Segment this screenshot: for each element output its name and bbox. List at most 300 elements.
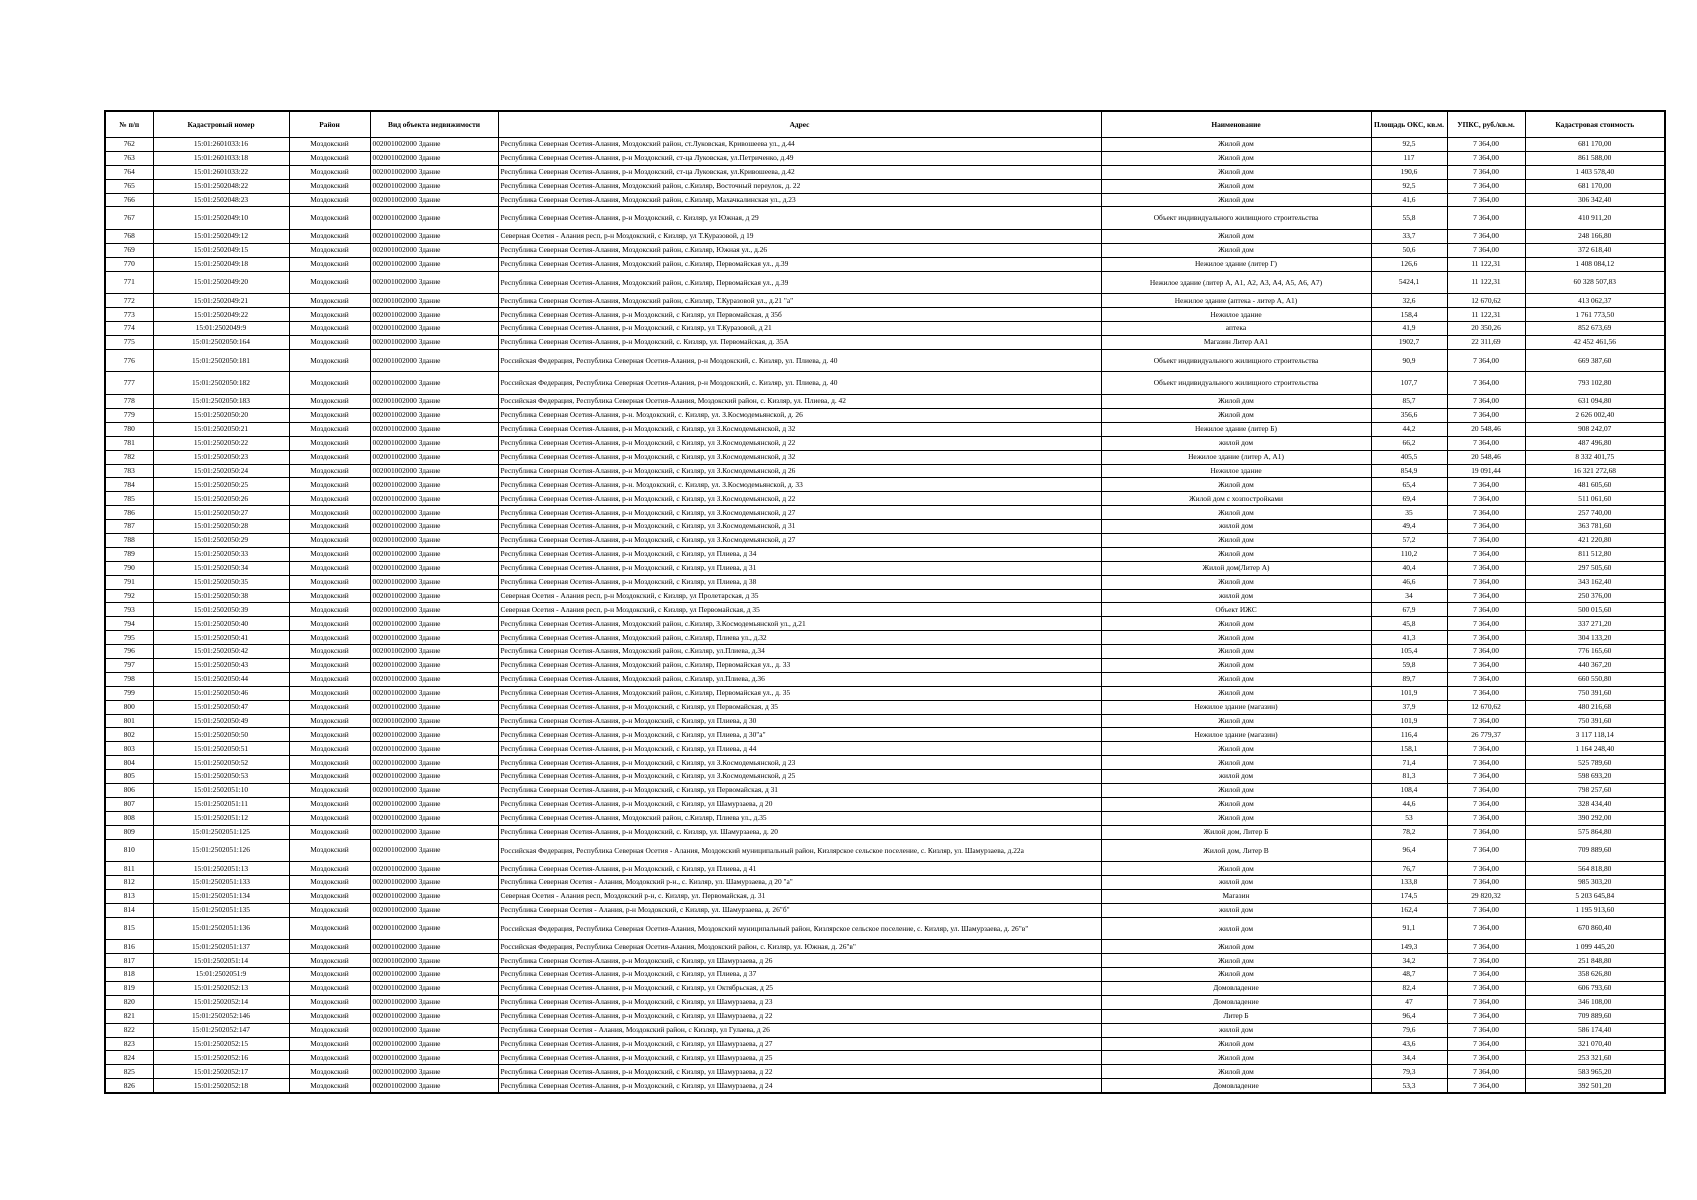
table-row: [105, 995, 1665, 1009]
table-row: [105, 1023, 1665, 1037]
cell-district: Моздокский: [289, 547, 370, 561]
cell-district: Моздокский: [289, 1037, 370, 1051]
cell-cadastral-value: 487 496,80: [1525, 436, 1665, 450]
table-row: [105, 207, 1665, 230]
cell-cadastral-number: 15:01:2502050:164: [153, 335, 289, 349]
cell-cadastral-value: 681 170,00: [1525, 179, 1665, 193]
cell-cadastral-value: 631 094,80: [1525, 395, 1665, 409]
cell-name: Жилой дом: [1101, 506, 1371, 520]
cell-upks: 7 364,00: [1447, 981, 1525, 995]
cell-address: Республика Северная Осетия - Алания, р-н Моздокский, с Кизляр, ул. Шамурзаева, д. 26"б": [498, 903, 1101, 917]
cell-district: Моздокский: [289, 784, 370, 798]
table-row: [105, 478, 1665, 492]
cell-number: 821: [105, 1009, 153, 1023]
cell-upks: 7 364,00: [1447, 770, 1525, 784]
cell-cadastral-number: 15:01:2502050:20: [153, 408, 289, 422]
cell-address: Республика Северная Осетия-Алания, р-н Моздокский, с Кизляр, ул Плиева, д 44: [498, 742, 1101, 756]
cell-cadastral-value: 253 321,60: [1525, 1051, 1665, 1065]
cell-address: Республика Северная Осетия-Алания, р-н Моздокский, с Кизляр, ул Плиева, д 30"а": [498, 728, 1101, 742]
cell-cadastral-number: 15:01:2502050:43: [153, 658, 289, 672]
cell-area: 33,7: [1371, 230, 1447, 244]
cell-area: 44,6: [1371, 797, 1447, 811]
table-row: [105, 756, 1665, 770]
cell-district: Моздокский: [289, 700, 370, 714]
cell-cadastral-value: 670 860,40: [1525, 917, 1665, 940]
cell-address: Республика Северная Осетия-Алания, р-н Моздокский, с Кизляр, ул Плиева, д 37: [498, 968, 1101, 982]
cell-district: Моздокский: [289, 603, 370, 617]
cell-district: Моздокский: [289, 589, 370, 603]
cell-cadastral-value: 985 303,20: [1525, 876, 1665, 890]
cell-number: 804: [105, 756, 153, 770]
cell-area: 89,7: [1371, 672, 1447, 686]
cell-cadastral-number: 15:01:2502050:46: [153, 686, 289, 700]
cell-number: 812: [105, 876, 153, 890]
cell-area: 43,6: [1371, 1037, 1447, 1051]
cell-area: 107,7: [1371, 372, 1447, 395]
table-row: [105, 686, 1665, 700]
cell-area: 96,4: [1371, 839, 1447, 862]
cell-cadastral-number: 15:01:2502050:50: [153, 728, 289, 742]
cell-name: Жилой дом: [1101, 645, 1371, 659]
cell-district: Моздокский: [289, 770, 370, 784]
cell-cadastral-number: 15:01:2601033:18: [153, 151, 289, 165]
cell-object-type: 002001002000 Здание: [370, 995, 498, 1009]
cell-name: Жилой дом: [1101, 631, 1371, 645]
cell-name: Домовладение: [1101, 995, 1371, 1009]
cell-address: Республика Северная Осетия-Алания, Моздокский район, с.Кизляр, ул.Плиева, д.34: [498, 645, 1101, 659]
cell-area: 46,6: [1371, 575, 1447, 589]
cell-cadastral-number: 15:01:2502050:28: [153, 520, 289, 534]
cell-district: Моздокский: [289, 294, 370, 308]
cell-number: 764: [105, 165, 153, 179]
cell-area: 405,5: [1371, 450, 1447, 464]
cell-area: 81,3: [1371, 770, 1447, 784]
cell-number: 817: [105, 954, 153, 968]
cell-address: Республика Северная Осетия-Алания, Моздокский район, с.Кизляр, Плиева ул., д.32: [498, 631, 1101, 645]
cell-cadastral-value: 251 848,80: [1525, 954, 1665, 968]
cell-upks: 7 364,00: [1447, 954, 1525, 968]
cell-address: Республика Северная Осетия-Алания, Моздокский район, с.Кизляр, Первомайская ул., д.39: [498, 271, 1101, 294]
cell-name: Жилой дом: [1101, 797, 1371, 811]
cell-number: 806: [105, 784, 153, 798]
cell-object-type: 002001002000 Здание: [370, 492, 498, 506]
cell-name: Жилой дом: [1101, 575, 1371, 589]
cell-upks: 7 364,00: [1447, 862, 1525, 876]
cell-cadastral-value: 337 271,20: [1525, 617, 1665, 631]
cell-number: 800: [105, 700, 153, 714]
cell-upks: 7 364,00: [1447, 839, 1525, 862]
cell-upks: 7 364,00: [1447, 589, 1525, 603]
table-row: [105, 138, 1665, 152]
cell-name: Объект индивидуального жилищного строительства: [1101, 349, 1371, 372]
cell-area: 44,2: [1371, 422, 1447, 436]
cell-address: Республика Северная Осетия-Алания, Моздокский район, с.Кизляр, Южная ул., д.26: [498, 243, 1101, 257]
cell-number: 810: [105, 839, 153, 862]
cell-object-type: 002001002000 Здание: [370, 372, 498, 395]
cell-area: 53: [1371, 811, 1447, 825]
cell-number: 763: [105, 151, 153, 165]
cell-district: Моздокский: [289, 450, 370, 464]
cell-object-type: 002001002000 Здание: [370, 1079, 498, 1093]
cell-number: 823: [105, 1037, 153, 1051]
table-row: [105, 294, 1665, 308]
cell-cadastral-number: 15:01:2502050:41: [153, 631, 289, 645]
cell-object-type: 002001002000 Здание: [370, 349, 498, 372]
cell-object-type: 002001002000 Здание: [370, 617, 498, 631]
cell-upks: 7 364,00: [1447, 207, 1525, 230]
cell-upks: 12 670,62: [1447, 294, 1525, 308]
cell-cadastral-value: 481 605,60: [1525, 478, 1665, 492]
cell-address: Республика Северная Осетия-Алания, р-н Моздокский, с Кизляр, ул Шамурзаева, д 22: [498, 1065, 1101, 1079]
table-row: [105, 903, 1665, 917]
cell-cadastral-value: 297 505,60: [1525, 561, 1665, 575]
cell-object-type: 002001002000 Здание: [370, 575, 498, 589]
cell-number: 825: [105, 1065, 153, 1079]
table-row: [105, 940, 1665, 954]
cell-district: Моздокский: [289, 271, 370, 294]
cell-cadastral-value: 575 864,80: [1525, 825, 1665, 839]
cell-cadastral-number: 15:01:2502050:51: [153, 742, 289, 756]
header-object-type: Вид объекта недвижимости: [370, 111, 498, 138]
cell-district: Моздокский: [289, 478, 370, 492]
cell-upks: 11 122,31: [1447, 308, 1525, 322]
table-row: [105, 271, 1665, 294]
cell-cadastral-number: 15:01:2502050:39: [153, 603, 289, 617]
table-row: [105, 672, 1665, 686]
cell-cadastral-value: 346 108,00: [1525, 995, 1665, 1009]
table-row: [105, 645, 1665, 659]
cell-object-type: 002001002000 Здание: [370, 138, 498, 152]
cell-district: Моздокский: [289, 561, 370, 575]
cell-cadastral-number: 15:01:2502050:44: [153, 672, 289, 686]
cell-upks: 7 364,00: [1447, 151, 1525, 165]
cell-address: Республика Северная Осетия-Алания, Моздокский район, ст.Луковская, Кривошеева ул., д.44: [498, 138, 1101, 152]
cell-cadastral-value: 372 618,40: [1525, 243, 1665, 257]
cell-cadastral-number: 15:01:2502048:22: [153, 179, 289, 193]
cell-name: Жилой дом, Литер Б: [1101, 825, 1371, 839]
cell-district: Моздокский: [289, 672, 370, 686]
cell-area: 66,2: [1371, 436, 1447, 450]
cell-number: 784: [105, 478, 153, 492]
cell-object-type: 002001002000 Здание: [370, 631, 498, 645]
cell-cadastral-value: 793 102,80: [1525, 372, 1665, 395]
cell-number: 789: [105, 547, 153, 561]
cell-object-type: 002001002000 Здание: [370, 797, 498, 811]
cell-cadastral-number: 15:01:2502050:29: [153, 533, 289, 547]
cell-area: 76,7: [1371, 862, 1447, 876]
cell-district: Моздокский: [289, 207, 370, 230]
cell-object-type: 002001002000 Здание: [370, 436, 498, 450]
cell-name: Жилой дом: [1101, 658, 1371, 672]
cell-cadastral-value: 511 061,60: [1525, 492, 1665, 506]
cell-area: 158,4: [1371, 308, 1447, 322]
table-row: [105, 631, 1665, 645]
table-row: [105, 714, 1665, 728]
cell-cadastral-number: 15:01:2502050:23: [153, 450, 289, 464]
cell-upks: 20 350,26: [1447, 322, 1525, 336]
cell-upks: 7 364,00: [1447, 756, 1525, 770]
cell-object-type: 002001002000 Здание: [370, 862, 498, 876]
cell-address: Российская Федерация, Республика Северная Осетия-Алания, Моздокский район, с. Кизляр, ул. Южная, д. 26"в": [498, 940, 1101, 954]
table-row: [105, 335, 1665, 349]
cell-cadastral-value: 908 242,07: [1525, 422, 1665, 436]
cell-cadastral-number: 15:01:2502052:13: [153, 981, 289, 995]
cell-name: Жилой дом: [1101, 478, 1371, 492]
cell-upks: 7 364,00: [1447, 436, 1525, 450]
cell-number: 801: [105, 714, 153, 728]
cell-number: 826: [105, 1079, 153, 1093]
cell-upks: 7 364,00: [1447, 395, 1525, 409]
cell-object-type: 002001002000 Здание: [370, 700, 498, 714]
cell-object-type: 002001002000 Здание: [370, 811, 498, 825]
cell-address: Республика Северная Осетия-Алания, р-н Моздокский, с Кизляр, ул Октябрьская, д 25: [498, 981, 1101, 995]
cell-number: 794: [105, 617, 153, 631]
cell-address: Российская Федерация, Республика Северная Осетия-Алания, Моздокский муниципальный район, Кизлярское сельское поселение, с. Кизляр, ул. Шамурзаева, д. 26"в": [498, 917, 1101, 940]
cell-upks: 7 364,00: [1447, 876, 1525, 890]
table-row: [105, 436, 1665, 450]
cell-area: 101,9: [1371, 686, 1447, 700]
cell-name: Литер Б: [1101, 1009, 1371, 1023]
cell-cadastral-value: 1 099 445,20: [1525, 940, 1665, 954]
cell-name: Жилой дом: [1101, 756, 1371, 770]
cell-number: 798: [105, 672, 153, 686]
cell-cadastral-number: 15:01:2502049:21: [153, 294, 289, 308]
cell-area: 35: [1371, 506, 1447, 520]
cell-address: Республика Северная Осетия-Алания, р-н Моздокский, с Кизляр, ул З.Космодемьянской, д 31: [498, 520, 1101, 534]
cell-address: Республика Северная Осетия-Алания, Моздокский район, с.Кизляр, Первомайская ул., д. 35: [498, 686, 1101, 700]
cell-address: Республика Северная Осетия-Алания, р-н. Моздокский, с. Кизляр, ул. З.Космодемьянской, д. 33: [498, 478, 1101, 492]
cell-address: Северная Осетия - Алания респ, Моздокский р-н, с. Кизляр, ул. Первомайская, д. 31: [498, 889, 1101, 903]
table-row: [105, 617, 1665, 631]
cell-upks: 7 364,00: [1447, 533, 1525, 547]
cell-object-type: 002001002000 Здание: [370, 561, 498, 575]
cell-name: жилой дом: [1101, 520, 1371, 534]
cell-cadastral-value: 583 965,20: [1525, 1065, 1665, 1079]
cell-object-type: 002001002000 Здание: [370, 478, 498, 492]
cell-area: 116,4: [1371, 728, 1447, 742]
cell-cadastral-value: 42 452 461,56: [1525, 335, 1665, 349]
cell-cadastral-value: 861 588,00: [1525, 151, 1665, 165]
cell-district: Моздокский: [289, 1051, 370, 1065]
cell-district: Моздокский: [289, 617, 370, 631]
cell-upks: 7 364,00: [1447, 811, 1525, 825]
cell-name: Нежилое здание (литер А, А1): [1101, 450, 1371, 464]
cell-upks: 7 364,00: [1447, 179, 1525, 193]
cell-district: Моздокский: [289, 492, 370, 506]
cell-object-type: 002001002000 Здание: [370, 968, 498, 982]
cell-cadastral-value: 669 387,60: [1525, 349, 1665, 372]
cell-upks: 7 364,00: [1447, 547, 1525, 561]
cell-cadastral-value: 257 740,00: [1525, 506, 1665, 520]
cell-cadastral-value: 328 434,40: [1525, 797, 1665, 811]
cell-upks: 7 364,00: [1447, 714, 1525, 728]
cell-area: 49,4: [1371, 520, 1447, 534]
cell-cadastral-number: 15:01:2502049:15: [153, 243, 289, 257]
cell-cadastral-number: 15:01:2502049:20: [153, 271, 289, 294]
cell-area: 92,5: [1371, 179, 1447, 193]
cell-upks: 7 364,00: [1447, 686, 1525, 700]
cell-area: 174,5: [1371, 889, 1447, 903]
cell-number: 822: [105, 1023, 153, 1037]
cell-cadastral-number: 15:01:2502050:25: [153, 478, 289, 492]
cell-district: Моздокский: [289, 464, 370, 478]
cell-upks: 7 364,00: [1447, 631, 1525, 645]
cell-number: 809: [105, 825, 153, 839]
cell-area: 82,4: [1371, 981, 1447, 995]
cell-cadastral-value: 598 693,20: [1525, 770, 1665, 784]
cell-address: Республика Северная Осетия-Алания, Моздокский район, с.Кизляр, ул.Плиева, д.36: [498, 672, 1101, 686]
cell-district: Моздокский: [289, 575, 370, 589]
cell-address: Республика Северная Осетия-Алания, р-н Моздокский, с Кизляр, ул Первомайская, д 31: [498, 784, 1101, 798]
cell-cadastral-number: 15:01:2502051:137: [153, 940, 289, 954]
cell-cadastral-number: 15:01:2502049:22: [153, 308, 289, 322]
cell-cadastral-number: 15:01:2502051:13: [153, 862, 289, 876]
cell-cadastral-number: 15:01:2502051:133: [153, 876, 289, 890]
cell-district: Моздокский: [289, 372, 370, 395]
cell-district: Моздокский: [289, 349, 370, 372]
cell-cadastral-value: 2 626 002,40: [1525, 408, 1665, 422]
cell-object-type: 002001002000 Здание: [370, 179, 498, 193]
cell-upks: 7 364,00: [1447, 492, 1525, 506]
cell-object-type: 002001002000 Здание: [370, 917, 498, 940]
cell-upks: 7 364,00: [1447, 917, 1525, 940]
cell-cadastral-number: 15:01:2502050:24: [153, 464, 289, 478]
cell-upks: 7 364,00: [1447, 243, 1525, 257]
cell-name: Жилой дом: [1101, 408, 1371, 422]
header-number: № п/п: [105, 111, 153, 138]
cell-district: Моздокский: [289, 165, 370, 179]
cell-cadastral-value: 500 015,60: [1525, 603, 1665, 617]
table-row: [105, 1037, 1665, 1051]
cell-number: 768: [105, 230, 153, 244]
cell-number: 774: [105, 322, 153, 336]
cell-name: Магазин Литер АА1: [1101, 335, 1371, 349]
cell-upks: 7 364,00: [1447, 603, 1525, 617]
table-row: [105, 575, 1665, 589]
cell-number: 790: [105, 561, 153, 575]
cell-object-type: 002001002000 Здание: [370, 784, 498, 798]
cell-area: 67,9: [1371, 603, 1447, 617]
cell-number: 778: [105, 395, 153, 409]
cell-address: Республика Северная Осетия-Алания, р-н Моздокский, с Кизляр, ул Плиева, д 34: [498, 547, 1101, 561]
cell-upks: 7 364,00: [1447, 506, 1525, 520]
cell-object-type: 002001002000 Здание: [370, 1065, 498, 1079]
cell-upks: 7 364,00: [1447, 520, 1525, 534]
cell-number: 786: [105, 506, 153, 520]
cell-district: Моздокский: [289, 1065, 370, 1079]
cell-district: Моздокский: [289, 658, 370, 672]
cell-district: Моздокский: [289, 686, 370, 700]
cell-name: Жилой дом: [1101, 533, 1371, 547]
cell-number: 814: [105, 903, 153, 917]
cell-cadastral-number: 15:01:2502051:14: [153, 954, 289, 968]
cell-upks: 20 548,46: [1447, 422, 1525, 436]
cell-cadastral-number: 15:01:2502050:27: [153, 506, 289, 520]
cell-cadastral-value: 852 673,69: [1525, 322, 1665, 336]
table-row: [105, 450, 1665, 464]
cell-cadastral-value: 750 391,60: [1525, 714, 1665, 728]
cell-district: Моздокский: [289, 811, 370, 825]
cell-cadastral-number: 15:01:2502051:12: [153, 811, 289, 825]
cell-area: 34,4: [1371, 1051, 1447, 1065]
cell-cadastral-number: 15:01:2502049:18: [153, 257, 289, 271]
cell-upks: 7 364,00: [1447, 575, 1525, 589]
cell-district: Моздокский: [289, 193, 370, 207]
cell-district: Моздокский: [289, 714, 370, 728]
cell-cadastral-number: 15:01:2502050:182: [153, 372, 289, 395]
cell-number: 769: [105, 243, 153, 257]
table-row: [105, 547, 1665, 561]
cell-area: 79,6: [1371, 1023, 1447, 1037]
cell-object-type: 002001002000 Здание: [370, 335, 498, 349]
cell-name: Жилой дом: [1101, 617, 1371, 631]
cell-cadastral-value: 8 332 401,75: [1525, 450, 1665, 464]
cell-upks: 7 364,00: [1447, 372, 1525, 395]
cell-district: Моздокский: [289, 645, 370, 659]
cell-object-type: 002001002000 Здание: [370, 308, 498, 322]
table-row: [105, 243, 1665, 257]
cell-district: Моздокский: [289, 903, 370, 917]
cell-district: Моздокский: [289, 179, 370, 193]
table-row: [105, 784, 1665, 798]
cell-object-type: 002001002000 Здание: [370, 770, 498, 784]
cell-number: 782: [105, 450, 153, 464]
cell-name: Жилой дом: [1101, 811, 1371, 825]
cell-name: Жилой дом: [1101, 742, 1371, 756]
cell-area: 162,4: [1371, 903, 1447, 917]
table-row: [105, 520, 1665, 534]
cell-name: Жилой дом: [1101, 138, 1371, 152]
cell-upks: 7 364,00: [1447, 903, 1525, 917]
cell-address: Республика Северная Осетия-Алания, р-н Моздокский, с Кизляр, ул Плиева, д 38: [498, 575, 1101, 589]
cell-cadastral-number: 15:01:2502050:181: [153, 349, 289, 372]
cell-district: Моздокский: [289, 728, 370, 742]
cell-district: Моздокский: [289, 825, 370, 839]
cell-number: 779: [105, 408, 153, 422]
cell-district: Моздокский: [289, 533, 370, 547]
cell-address: Российская Федерация, Республика Северная Осетия-Алания, р-н Моздокский, с. Кизляр, ул. Плиева, д. 40: [498, 349, 1101, 372]
cell-cadastral-value: 1 408 084,12: [1525, 257, 1665, 271]
cell-address: Республика Северная Осетия-Алания, р-н Моздокский, с Кизляр, ул Шамурзаева, д 27: [498, 1037, 1101, 1051]
table-row: [105, 230, 1665, 244]
cell-object-type: 002001002000 Здание: [370, 294, 498, 308]
cell-district: Моздокский: [289, 1009, 370, 1023]
cell-object-type: 002001002000 Здание: [370, 193, 498, 207]
cell-area: 40,4: [1371, 561, 1447, 575]
cell-area: 149,3: [1371, 940, 1447, 954]
cell-name: Жилой дом: [1101, 954, 1371, 968]
cell-object-type: 002001002000 Здание: [370, 243, 498, 257]
cell-address: Республика Северная Осетия-Алания, р-н Моздокский, ст-ца Луковская, ул.Кривошеева, д.42: [498, 165, 1101, 179]
cell-address: Республика Северная Осетия-Алания, р-н Моздокский, с Кизляр, ул Т.Куразовой, д 21: [498, 322, 1101, 336]
cell-cadastral-value: 3 117 118,14: [1525, 728, 1665, 742]
cell-district: Моздокский: [289, 917, 370, 940]
cell-number: 776: [105, 349, 153, 372]
cell-address: Республика Северная Осетия-Алания, р-н Моздокский, с Кизляр, ул Плиева, д 30: [498, 714, 1101, 728]
table-header: [105, 111, 1665, 138]
cell-cadastral-number: 15:01:2502051:126: [153, 839, 289, 862]
cell-upks: 7 364,00: [1447, 742, 1525, 756]
cell-address: Республика Северная Осетия - Алания, Моздокский р-н., с. Кизляр, ул. Шамурзаева, д 20 "а": [498, 876, 1101, 890]
cell-number: 797: [105, 658, 153, 672]
cell-area: 1902,7: [1371, 335, 1447, 349]
cell-name: Нежилое здание (магазин): [1101, 728, 1371, 742]
cell-upks: 7 364,00: [1447, 1037, 1525, 1051]
table-row: [105, 193, 1665, 207]
cell-upks: 11 122,31: [1447, 271, 1525, 294]
cell-number: 770: [105, 257, 153, 271]
cell-address: Республика Северная Осетия-Алания, р-н Моздокский, с. Кизляр, ул. Шамурзаева, д. 20: [498, 825, 1101, 839]
